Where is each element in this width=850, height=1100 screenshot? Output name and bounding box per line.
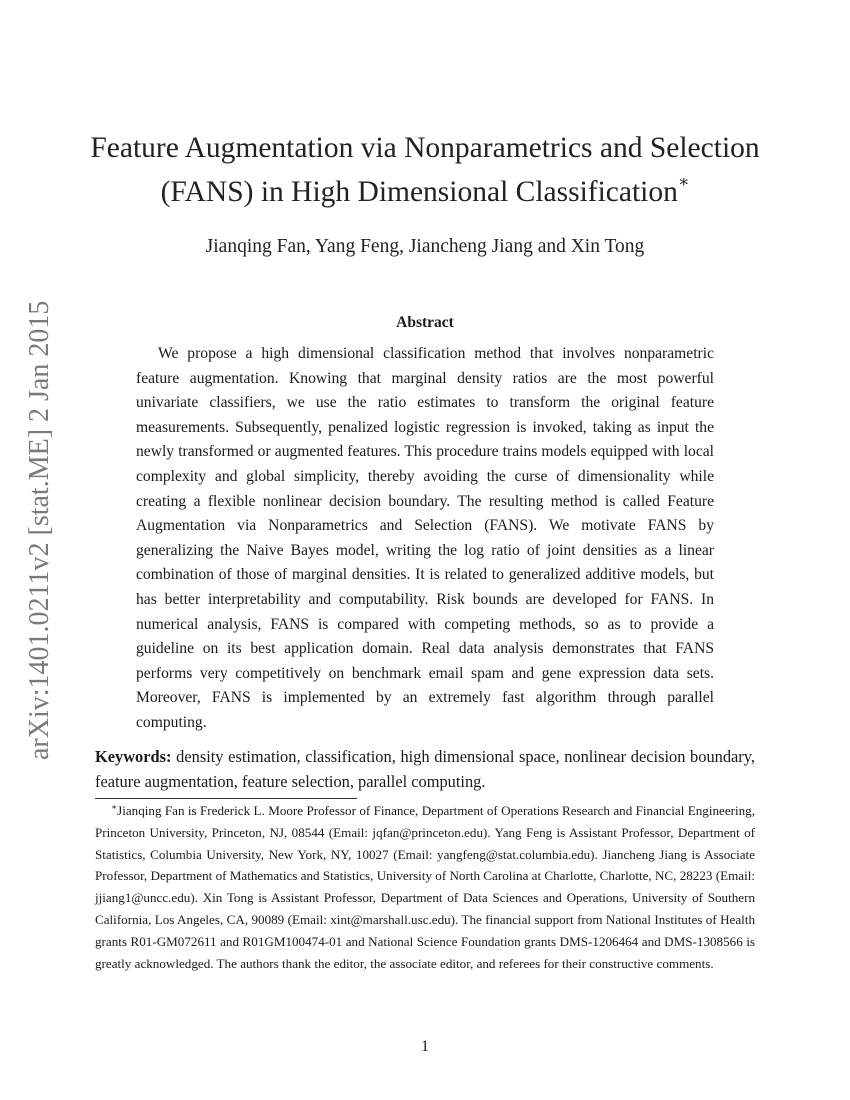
keywords-text: density estimation, classification, high dimensional space, nonlinear decision boundary, feature augmentation, feature selection, parallel computing. bbox=[95, 747, 755, 791]
arxiv-identifier-stamp: arXiv:1401.0211v2 [stat.ME] 2 Jan 2015 bbox=[24, 300, 55, 760]
title-footnote-marker: ∗ bbox=[677, 172, 690, 191]
title-line-2 bbox=[60, 170, 790, 214]
title-line-2-text: (FANS) in High Dimensional Classification bbox=[160, 176, 678, 208]
abstract-text: We propose a high dimensional classification method that involves nonparametric feature augmentation. Knowing that marginal density ratios are the most powerful univariate classifiers, we use the ratio estimates to transform the original feature measurements. Subsequently, penalized logistic regression is invoked, taking as input the newly transformed or augmented features. This procedure trains models equipped with local complexity and global simplicity, thereby avoiding the curse of dimensionality while creating a flexible nonlinear decision boundary. The resulting method is called Feature Augmentation via Nonparametrics and Selection (FANS). We motivate FANS by generalizing the Naive Bayes model, writing the log ratio of joint densities as a linear combination of those of marginal densities. It is related to generalized additive models, but has better interpretability and computability. Risk bounds are developed for FANS. In numerical analysis, FANS is compared with competing methods, so as to provide a guideline on its best application domain. Real data analysis demonstrates that FANS performs very competitively on benchmark email spam and gene expression data sets. Moreover, FANS is implemented by an extremely fast algorithm through parallel computing. bbox=[136, 345, 714, 731]
page-number: 1 bbox=[421, 1038, 429, 1055]
footnote-marker: ∗ bbox=[111, 802, 118, 812]
author-footnote bbox=[95, 800, 755, 974]
footnote-rule bbox=[95, 798, 357, 799]
abstract-heading: Abstract bbox=[396, 314, 454, 331]
keywords-paragraph bbox=[95, 744, 755, 794]
footnote-text: Jianqing Fan is Frederick L. Moore Professor of Finance, Department of Operations Research and Financial Engineering, Princeton University, Princeton, NJ, 08544 (Email: jqfan@princeton.edu). Yang Feng is Assistant Professor, Department of Statistics, Columbia University, New York, NY, 10027 (Email: yangfeng@stat.columbia.edu). Jiancheng Jiang is Associate Professor, Department of Mathematics and Statistics, University of North Carolina at Charlotte, Charlotte, NC, 28223 (Email: jjiang1@uncc.edu). Xin Tong is Assistant Professor, Department of Data Sciences and Operations, University of Southern California, Los Angeles, CA, 90089 (Email: xint@marshall.usc.edu). The financial support from National Institutes of Health grants R01-GM072611 and R01GM100474-01 and National Science Foundation grants DMS-1206464 and DMS-1308566 is greatly acknowledged. The authors thank the editor, the associate editor, and referees for their constructive comments. bbox=[95, 803, 755, 971]
keywords-label: Keywords: bbox=[95, 747, 172, 766]
title-line-1: Feature Augmentation via Nonparametrics and Selection bbox=[90, 132, 760, 164]
author-list: Jianqing Fan, Yang Feng, Jiancheng Jiang and Xin Tong bbox=[205, 236, 645, 257]
paper-title bbox=[60, 126, 790, 214]
